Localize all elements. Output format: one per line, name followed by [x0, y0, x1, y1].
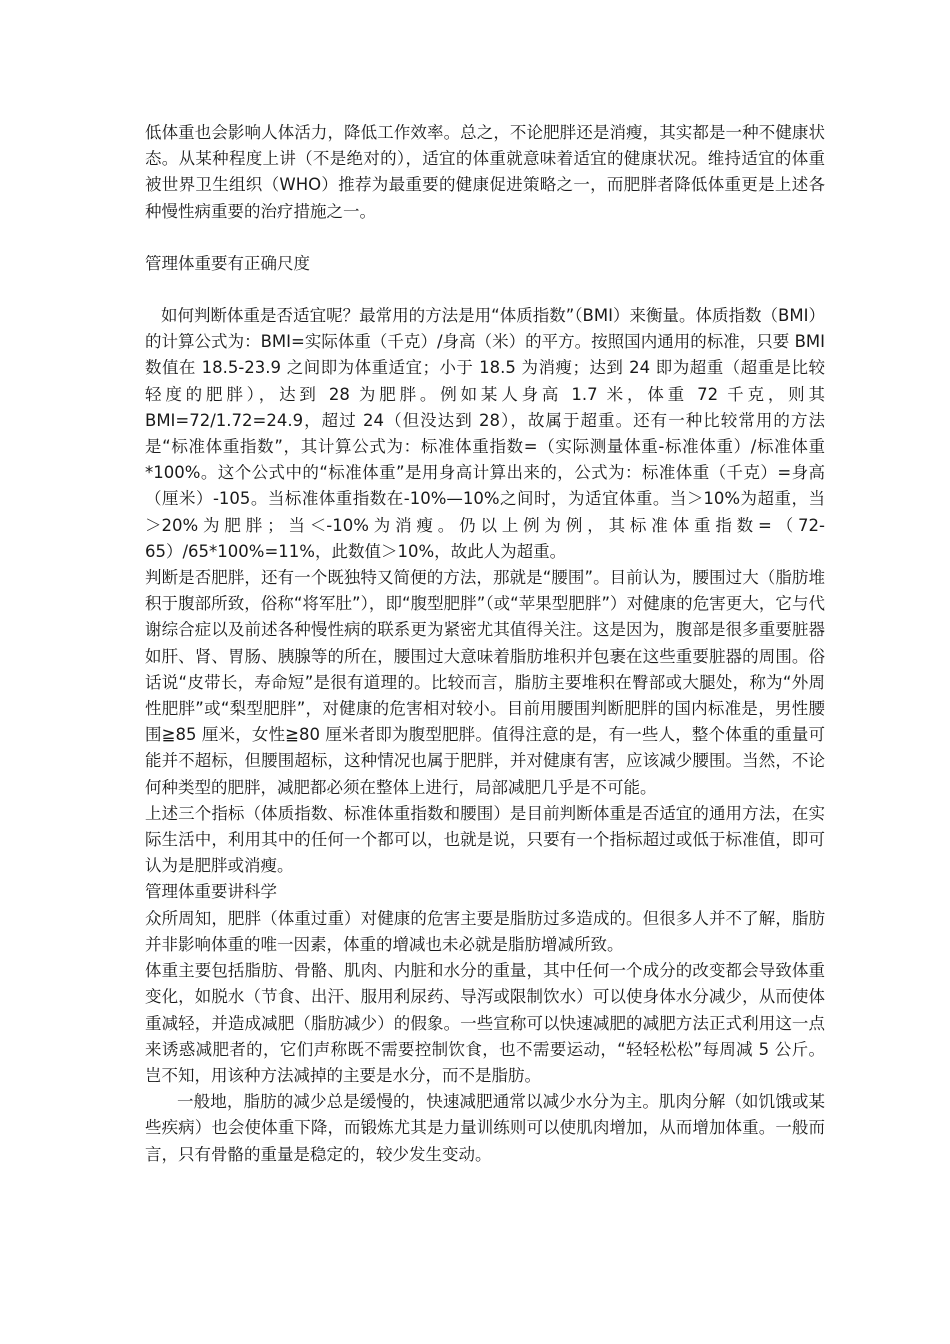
- document-body: [145, 120, 825, 1168]
- paragraph-fat-factor: 众所周知，肥胖（体重过重）对健康的危害主要是脂肪过多造成的。但很多人并不了解，脂肪并非影响体重的唯一因素，体重的增减也未必就是脂肪增减所致。: [145, 908, 825, 954]
- paragraph-weight-components: 体重主要包括脂肪、骨骼、肌肉、内脏和水分的重量，其中任何一个成分的改变都会导致体重变化，如脱水（节食、出汗、服用利尿药、导泻或限制饮水）可以使身体水分减少，从而使体重减轻，并造成减肥（脂肪减少）的假象。一些宣称可以快速减肥的减肥方法正式利用这一点来诱惑减肥者的，它们声称既不需要控制饮食，也不需要运动，“轻轻松松”每周减 5 公斤。岂不知，用该种方法减掉的主要是水分，而不是脂肪。: [145, 961, 825, 1085]
- paragraph-waist: 判断是否肥胖，还有一个既独特又简便的方法，那就是“腰围”。目前认为，腰围过大（脂肪堆积于腹部所致，俗称“将军肚”），即“腹型肥胖”（或“苹果型肥胖”）对健康的危害更大，它与代谢综合症以及前述各种慢性病的联系更为紧密尤其值得关注。这是因为，腹部是很多重要脏器如肝、肾、胃肠、胰腺等的所在，腰围过大意味着脂肪堆积并包裹在这些重要脏器的周围。俗话说“皮带长，寿命短”是很有道理的。比较而言，脂肪主要堆积在臀部或大腿处，称为“外周性肥胖”或“梨型肥胖”，对健康的危害相对较小。目前用腰围判断肥胖的国内标准是，男性腰围≧85 厘米，女性≧80 厘米者即为腹型肥胖。值得注意的是，有一些人，整个体重的重量可能并不超标，但腰围超标，这种情况也属于肥胖，并对健康有害，应该减少腰围。当然，不论何种类型的肥胖，减肥都必须在整体上进行，局部减肥几乎是不可能。: [145, 568, 825, 797]
- paragraph-health-status: 低体重也会影响人体活力，降低工作效率。总之，不论肥胖还是消瘦，其实都是一种不健康状态。从某种程度上讲（不是绝对的），适宜的体重就意味着适宜的健康状况。维持适宜的体重被世界卫生组织（WHO）推荐为最重要的健康促进策略之一，而肥胖者降低体重更是上述各种慢性病重要的治疗措施之一。: [145, 123, 825, 221]
- paragraph-bmi: 如何判断体重是否适宜呢？最常用的方法是用“体质指数”（BMI）来衡量。体质指数（BMI）的计算公式为：BMI=实际体重（千克）/身高（米）的平方。按照国内通用的标准，只要 BMI 数值在 18.5-23.9 之间即为体重适宜；小于 18.5 为消瘦；达到 24 即为超重（超重是比较轻度的肥胖），达到 28 为肥胖。例如某人身高 1.7 米，体重 72 千克，则其 BMI=72/1.72=24.9，超过 24（但没达到 28），故属于超重。还有一种比较常用的方法是“标准体重指数”，其计算公式为：标准体重指数=（实际测量体重-标准体重）/标准体重*100%。这个公式中的“标准体重”是用身高计算出来的，公式为：标准体重（千克）=身高（厘米）-105。当标准体重指数在-10%—10%之间时，为适宜体重。当＞10%为超重，当＞20%为肥胖；当＜-10%为消瘦。仍以上例为例，其标准体重指数=（72-65）/65*100%=11%，此数值＞10%，故此人为超重。: [145, 306, 825, 561]
- paragraph-three-indicators: 上述三个指标（体质指数、标准体重指数和腰围）是目前判断体重是否适宜的通用方法，在实际生活中，利用其中的任何一个都可以，也就是说，只要有一个指标超过或低于标准值，即可认为是肥胖或消瘦。: [145, 803, 825, 876]
- section-heading-scientific: 管理体重要讲科学: [145, 882, 277, 902]
- section-heading-correct-measure: 管理体重要有正确尺度: [145, 253, 310, 273]
- paragraph-fat-reduction: 一般地，脂肪的减少总是缓慢的，快速减肥通常以减少水分为主。肌肉分解（如饥饿或某些疾病）也会使体重下降，而锻炼尤其是力量训练则可以使肌肉增加，从而增加体重。一般而言，只有骨骼的重量是稳定的，较少发生变动。: [145, 1092, 825, 1164]
